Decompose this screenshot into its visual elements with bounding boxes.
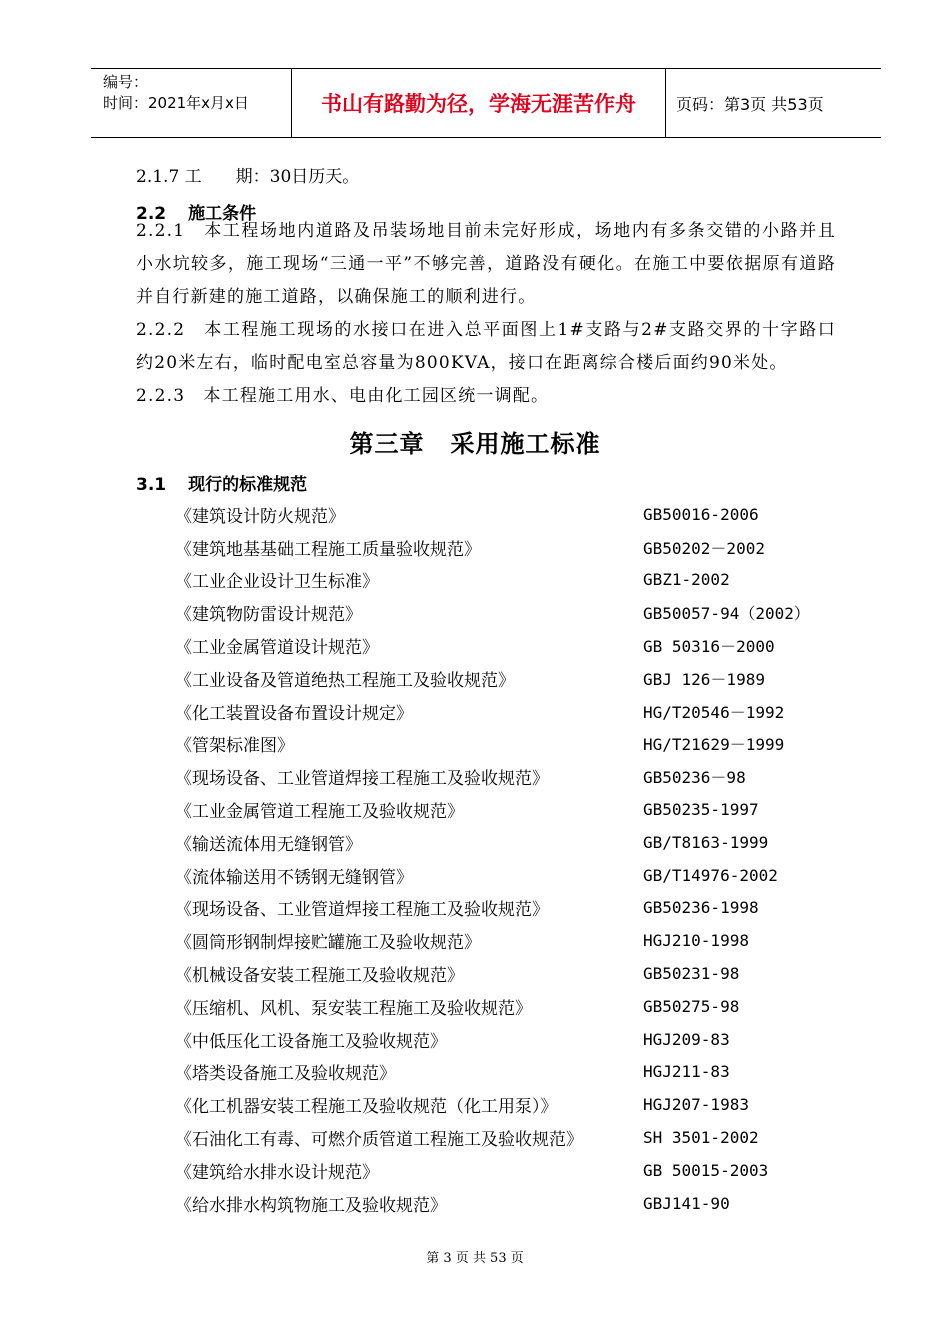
section-title: 施工条件 <box>188 204 257 224</box>
standard-row <box>175 859 875 892</box>
standard-row <box>175 695 875 728</box>
chapter-number: 第三章 <box>349 430 425 458</box>
standard-code: GB/T14976-2002 <box>643 865 778 885</box>
paragraph-2-2-3: 2.2.3 本工程施工用水、电由化工园区统一调配。 <box>136 386 550 406</box>
standard-code: HG/T20546－1992 <box>643 702 785 722</box>
standard-name: 《圆筒形钢制焊接贮罐施工及验收规范》 <box>175 933 481 954</box>
standard-name: 《工业设备及管道绝热工程施工及验收规范》 <box>175 670 515 691</box>
standard-name: 《压缩机、风机、泵安装工程施工及验收规范》 <box>175 998 532 1019</box>
section-title: 现行的标准规范 <box>188 475 308 495</box>
standard-row <box>175 564 875 597</box>
standard-code: SH 3501-2002 <box>643 1128 759 1148</box>
standard-name: 《给水排水构筑物施工及验收规范》 <box>175 1195 447 1216</box>
standard-row <box>175 1154 875 1187</box>
standard-code: GB50236－98 <box>643 768 746 788</box>
standard-row <box>175 793 875 826</box>
standard-row <box>175 1088 875 1121</box>
standard-code: GB50236-1998 <box>643 898 759 918</box>
standard-code: GB50275-98 <box>643 996 740 1016</box>
header-motto: 书山有路勤为径，学海无涯苦作舟 <box>292 69 666 137</box>
standard-code: HGJ210-1998 <box>643 931 749 951</box>
standard-name: 《输送流体用无缝钢管》 <box>175 834 362 855</box>
standard-name: 《工业金属管道工程施工及验收规范》 <box>175 802 464 823</box>
standard-code: GB50202－2002 <box>643 538 765 558</box>
standard-code: GBZ1-2002 <box>643 570 730 590</box>
header-meta <box>91 69 292 137</box>
paragraph-2-2-1: 2.2.1 本工程场地内道路及吊装场地目前未完好形成，场地内有多条交错的小路并且小水坑较多，施工现场“三通一平”不够完善，道路没有硬化。在施工中要依据原有道路并自行新建的施工道路，以确保施工的顺利进行。 <box>136 221 836 307</box>
standard-name: 《流体输送用不锈钢无缝钢管》 <box>175 867 413 888</box>
standard-name: 《中低压化工设备施工及验收规范》 <box>175 1031 447 1052</box>
standard-row <box>175 924 875 957</box>
section-2-1-7: 2.1.7 工 期：30日历天。 <box>136 167 360 187</box>
standard-name: 《建筑给水排水设计规范》 <box>175 1162 379 1183</box>
standard-row <box>175 1056 875 1089</box>
standard-name: 《建筑物防雷设计规范》 <box>175 605 362 626</box>
standard-row <box>175 728 875 761</box>
standard-row <box>175 662 875 695</box>
standard-row <box>175 892 875 925</box>
standard-code: GB50231-98 <box>643 964 740 984</box>
standard-code: GB 50316－2000 <box>643 637 775 657</box>
standard-name: 《化工装置设备布置设计规定》 <box>175 703 413 724</box>
standard-row <box>175 596 875 629</box>
section-3-1-heading <box>136 470 307 495</box>
standard-row <box>175 1023 875 1056</box>
standard-code: HGJ211-83 <box>643 1062 730 1082</box>
standard-name: 《石油化工有毒、可燃介质管道工程施工及验收规范》 <box>175 1130 583 1151</box>
standard-row <box>175 826 875 859</box>
standard-code: HGJ207-1983 <box>643 1095 749 1115</box>
standard-name: 《管架标准图》 <box>175 736 294 757</box>
standard-row <box>175 990 875 1023</box>
header-page-label: 页码：第3页 共53页 <box>676 94 824 114</box>
standard-name: 《现场设备、工业管道焊接工程施工及验收规范》 <box>175 900 549 921</box>
standard-code: GBJ141-90 <box>643 1193 730 1213</box>
standard-code: GB 50015-2003 <box>643 1160 769 1180</box>
standards-list <box>175 498 875 1220</box>
standard-code: HG/T21629－1999 <box>643 735 785 755</box>
standard-row <box>175 498 875 531</box>
standard-code: GB50235-1997 <box>643 800 759 820</box>
standard-row <box>175 531 875 564</box>
standard-name: 《建筑地基基础工程施工质量验收规范》 <box>175 539 481 560</box>
section-number: 2.2 <box>136 204 167 224</box>
standard-name: 《工业企业设计卫生标准》 <box>175 572 379 593</box>
standard-row <box>175 957 875 990</box>
standard-name: 《工业金属管道设计规范》 <box>175 638 379 659</box>
standard-name: 《现场设备、工业管道焊接工程施工及验收规范》 <box>175 769 549 790</box>
time-label: 时间：2021年x月x日 <box>103 94 249 112</box>
standard-code: GBJ 126－1989 <box>643 669 765 689</box>
standard-code: GB/T8163-1999 <box>643 832 769 852</box>
standard-name: 《建筑设计防火规范》 <box>175 506 345 527</box>
standard-name: 《塔类设备施工及验收规范》 <box>175 1064 396 1085</box>
standard-row <box>175 629 875 662</box>
standard-code: GB50016-2006 <box>643 504 759 524</box>
chapter-heading <box>0 424 950 459</box>
chapter-title: 采用施工标准 <box>450 430 601 458</box>
paragraph-2-2-2: 2.2.2 本工程施工现场的水接口在进入总平面图上1#支路与2#支路交界的十字路口约20米左右，临时配电室总容量为800KVA，接口在距离综合楼后面约90米处。 <box>136 320 836 373</box>
standard-name: 《化工机器安装工程施工及验收规范（化工用泵）》 <box>175 1097 558 1118</box>
standard-row <box>175 1187 875 1220</box>
standard-name: 《机械设备安装工程施工及验收规范》 <box>175 966 464 987</box>
number-label: 编号： <box>103 73 149 91</box>
section-number: 3.1 <box>136 475 167 495</box>
standard-code: HGJ209-83 <box>643 1029 730 1049</box>
page-footer: 第 3 页 共 53 页 <box>426 1251 524 1266</box>
standard-row <box>175 760 875 793</box>
standard-code: GB50057-94（2002） <box>643 604 810 624</box>
standard-row <box>175 1121 875 1154</box>
page-header <box>91 68 881 138</box>
